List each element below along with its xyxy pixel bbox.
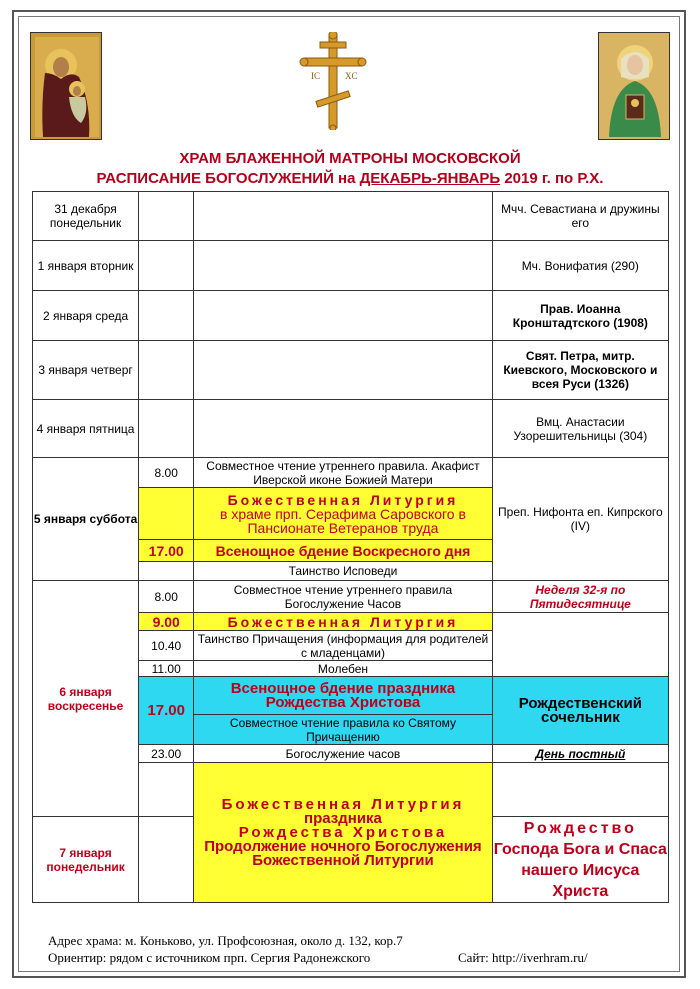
saint-cell: Неделя 32-я по Пятидесятнице [492, 581, 668, 613]
landmark-text: Ориентир: рядом с источником прп. Сергия Радонежского [48, 950, 371, 965]
service-cell: Совместное чтение утреннего правила. Акафист Иверской иконе Божией Матери [194, 458, 492, 488]
table-row [33, 241, 669, 291]
schedule-months: ДЕКАБРЬ-ЯНВАРЬ [359, 170, 501, 187]
time-cell: 10.40 [139, 631, 194, 661]
schedule-title-prefix: РАСПИСАНИЕ БОГОСЛУЖЕНИЙ на [96, 170, 360, 187]
site-link[interactable]: Сайт: http://iverhram.ru/ [458, 950, 588, 965]
time-cell: 8.00 [139, 581, 194, 613]
liturgy-cell [194, 488, 492, 540]
day-cell: 6 января воскресенье [33, 581, 139, 817]
day-cell: 3 января четверг [33, 341, 139, 400]
day-cell: 7 января понедельник [33, 817, 139, 903]
saint-cell: Рождественский сочельник [492, 677, 668, 745]
service-cell: Таинство Исповеди [194, 562, 492, 581]
saint-cell: Мчч. Севастиана и дружины его [492, 192, 668, 241]
service-cell: Совместное чтение утреннего правила Богослужение Часов [194, 581, 492, 613]
day-cell: 4 января пятница [33, 400, 139, 458]
saint-cell: День постный [492, 745, 668, 763]
liturgy-nativity: Рождества Христова [238, 823, 448, 841]
day-cell: 31 декабря понедельник [33, 192, 139, 241]
service-cell: Всенощное бдение праздника Рождества Христова [194, 677, 492, 715]
schedule-table [32, 191, 669, 903]
table-row [33, 192, 669, 241]
liturgy-title: Божественная Литургия [227, 491, 459, 508]
time-cell: 11.00 [139, 661, 194, 677]
day-cell: 1 января вторник [33, 241, 139, 291]
liturgy-feast: праздника [304, 809, 382, 827]
cross-xc-label: XC [345, 71, 358, 81]
schedule-title [0, 170, 700, 187]
service-cell: Богослужение часов [194, 745, 492, 763]
day-cell: 5 января суббота [33, 458, 139, 581]
saint-matrona-icon [598, 32, 670, 140]
christmas-liturgy-cell [194, 763, 492, 903]
schedule-title-suffix: 2019 г. по Р.Х. [500, 170, 604, 187]
nativity-title: Рождество [523, 819, 637, 837]
day-cell: 2 января среда [33, 291, 139, 341]
orthodox-cross-icon [298, 32, 368, 130]
saint-cell: Вмц. Анастасии Узорешительницы (304) [492, 400, 668, 458]
saint-cell: Преп. Нифонта еп. Кипрского (IV) [492, 458, 668, 581]
time-cell: 17.00 [139, 677, 194, 745]
time-cell: 23.00 [139, 745, 194, 763]
service-cell: Молебен [194, 661, 492, 677]
saint-cell: Мч. Вонифатия (290) [492, 241, 668, 291]
table-row [33, 400, 669, 458]
table-row [33, 291, 669, 341]
saint-cell: Прав. Иоанна Кронштадтского (1908) [492, 291, 668, 341]
service-cell: Таинство Причащения (информация для родителей с младенцами) [194, 631, 492, 661]
table-row [33, 341, 669, 400]
service-cell: Всенощное бдение Воскресного дня [194, 540, 492, 562]
table-row [33, 581, 669, 613]
cross-ic-label: IC [311, 71, 320, 81]
time-cell: 17.00 [139, 540, 194, 562]
service-cell: Совместное чтение правила ко Святому Причащению [194, 715, 492, 745]
liturgy-continuation: Продолжение ночного Богослужения Божественной Литургии [204, 837, 482, 869]
saint-cell [492, 817, 668, 903]
time-cell: 8.00 [139, 458, 194, 488]
address-text: Адрес храма: м. Коньково, ул. Профсоюзная, около д. 132, кор.7 [48, 933, 403, 948]
liturgy-title: Божественная Литургия [221, 795, 465, 813]
theotokos-icon [30, 32, 102, 140]
liturgy-location: в храме прп. Серафима Саровского в Пансионате Ветеранов труда [220, 505, 466, 536]
time-cell: 9.00 [139, 613, 194, 631]
table-row [33, 458, 669, 488]
service-cell: Божественная Литургия [194, 613, 492, 631]
saint-cell: Свят. Петра, митр. Киевского, Московского и всея Руси (1326) [492, 341, 668, 400]
temple-title: ХРАМ БЛАЖЕННОЙ МАТРОНЫ МОСКОВСКОЙ [179, 150, 521, 167]
nativity-subtitle: Господа Бога и Спаса нашего Иисуса Христа [493, 840, 667, 900]
